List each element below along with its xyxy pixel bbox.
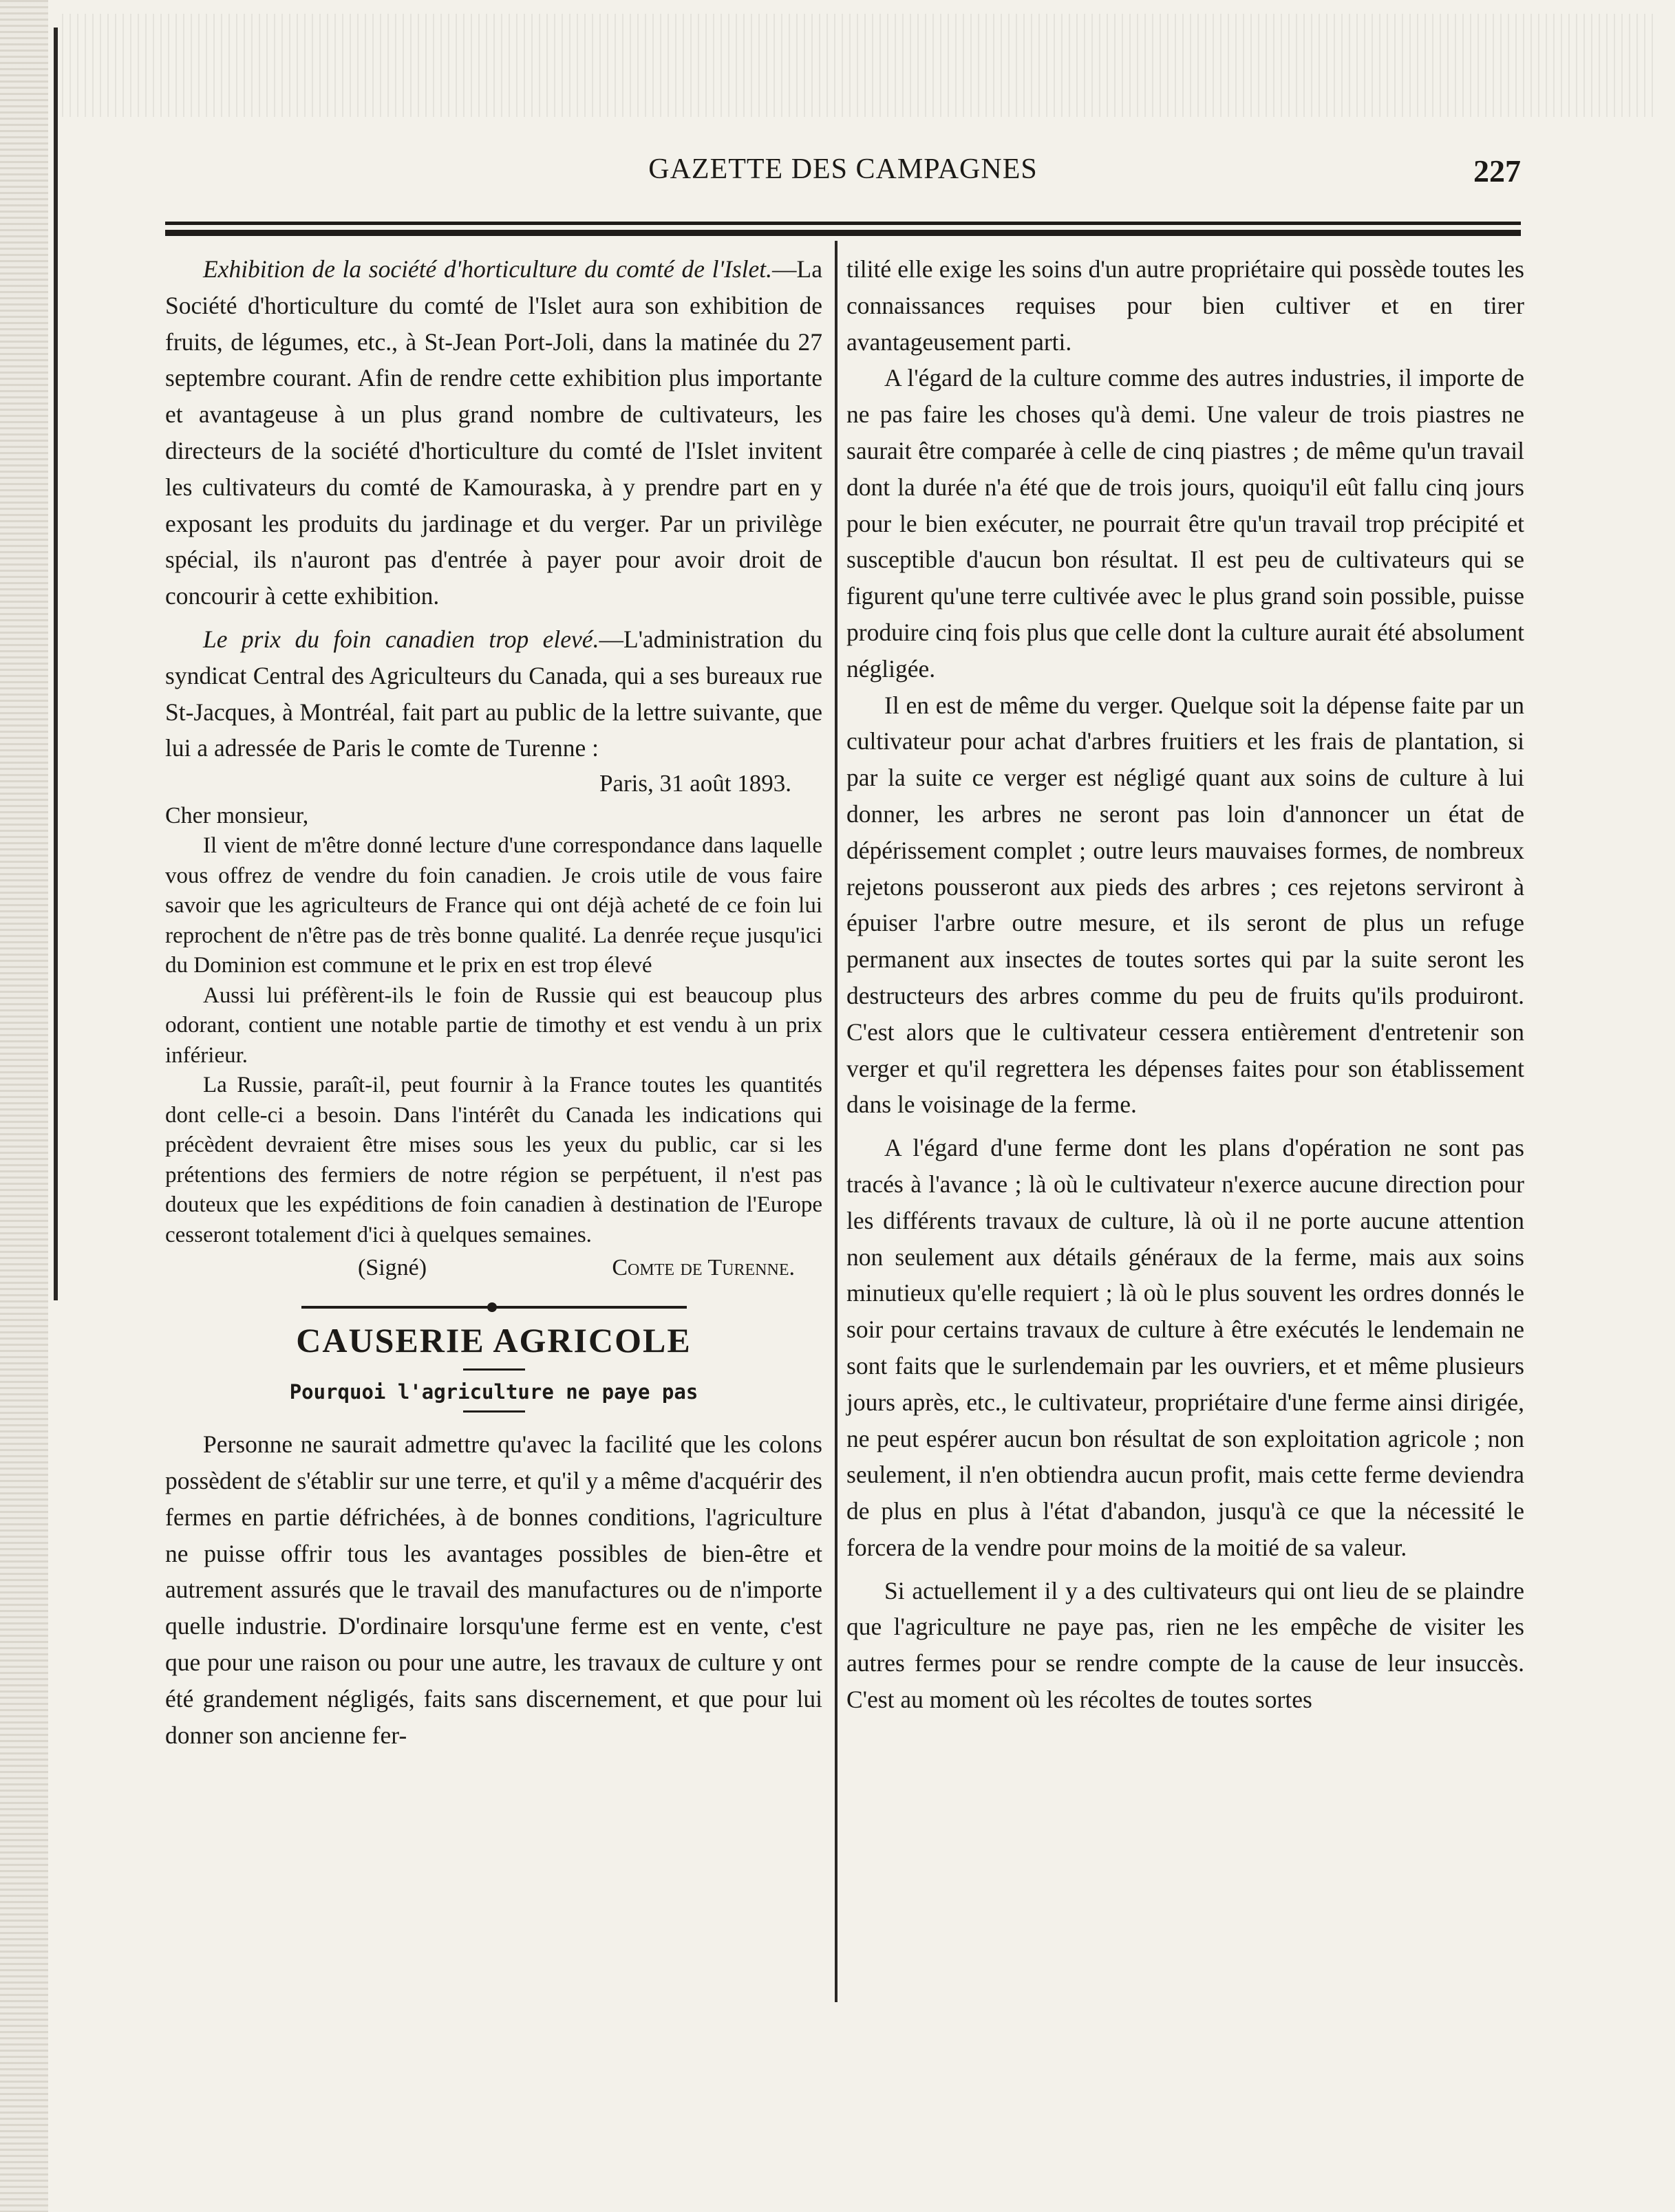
news-item-title: Le prix du foin canadien trop elevé.	[203, 625, 599, 653]
running-header	[165, 153, 1521, 201]
signed-label: (Signé)	[358, 1255, 427, 1281]
section-ornament	[301, 1302, 687, 1312]
binding-rule	[54, 28, 58, 1300]
letter-signature	[165, 1250, 822, 1286]
news-item-body: —La Société d'horticulture du comté de l'Islet aura son exhibition de fruits, de légumes, etc., à St-Jean Port-Joli, dans la matinée du 27 septembre courant. Afin de rendre cette exhibition plus importante et avantageuse à un plus grand nombre de cultivateurs, les directeurs de la société d'horticulture du comté de l'Islet invitent les cultivateurs du comté de Kamouraska, à y prendre part en y exposant les produits du jardinage et du verger. Par un privilège spécial, ils n'auront pas d'entrée à payer pour avoir droit de concourir à cette exhibition.	[165, 255, 822, 610]
letter-salutation: Cher monsieur,	[165, 803, 309, 829]
page-number: 227	[1473, 153, 1521, 189]
scan-noise	[62, 14, 1658, 117]
column-divider	[835, 241, 838, 2002]
running-title: GAZETTE DES CAMPAGNES	[648, 153, 1038, 185]
header-rule-thin	[165, 222, 1521, 225]
header-rule-thick	[165, 230, 1521, 236]
left-column	[165, 251, 822, 1753]
letter-paragraph: La Russie, paraît-il, peut fournir à la France toutes les quantités dont celle-ci a besoin. Dans l'intérêt du Canada les indications qui précèdent devraient être mises sous les yeux du public, car si les prétentions des fermiers de notre région se perpétuent, il n'est pas douteux que les expéditions de foin canadien à destination de l'Europe cesseront totalement d'ici à quelques semaines.	[165, 1073, 822, 1247]
signed-name: Comte de Turenne.	[612, 1255, 795, 1281]
article-paragraph: Il en est de même du verger. Quelque soit la dépense faite par un cultivateur pour achat d'arbres fruitiers et les frais de plantation, si par la suite ce verger est négligé quant aux soins de culture à lui donner, les arbres ne seront pas loin d'annoncer un état de dépérissement complet ; outre leurs mauvaises formes, de nombreux rejetons pousseront aux pieds des arbres ; ces rejetons serviront à épuiser l'arbre outre mesure, et ils seront de plus un refuge permanent aux insectes de toutes sortes qui par la suite seront les destructeurs des arbres comme du peu de fruits qu'ils produiront. C'est alors que le cultivateur cessera entièrement d'entretenir son verger et qu'il regrettera les dépenses faites pour son établissement dans le voisinage de la ferme.	[846, 691, 1524, 1119]
article-paragraph: tilité elle exige les soins d'un autre propriétaire qui possède toutes les connaissances requises pour bien cultiver et en tirer avantageusement parti.	[846, 255, 1524, 356]
right-column	[846, 251, 1524, 1718]
letter-paragraph: Aussi lui préfèrent-ils le foin de Russie qui est beaucoup plus odorant, contient une notable partie de timothy et est vendu à un prix inférieur.	[165, 982, 822, 1068]
news-item-hay-price	[165, 621, 822, 766]
section-subtitle: Pourquoi l'agriculture ne paye pas	[289, 1380, 698, 1404]
article-paragraph: Si actuellement il y a des cultivateurs qui ont lieu de se plaindre que l'agriculture ne paye pas, rien ne les empêche de visiter les autres fermes pour se rendre compte de la cause de leur insuccès. C'est au moment où les récoltes de toutes sortes	[846, 1576, 1524, 1714]
letter-date: Paris, 31 août 1893.	[599, 770, 791, 797]
news-item-title: Exhibition de la société d'horticulture du comté de l'Islet.	[203, 255, 773, 283]
letter-paragraph: Il vient de m'être donné lecture d'une correspondance dans laquelle vous offrez de vendre du foin canadien. Je crois utile de vous faire savoir que les agriculteurs de France qui ont déjà acheté de ce foin lui reprochent de n'être pas de très bonne qualité. La denrée reçue jusqu'ici du Dominion est commune et le prix en est trop élevé	[165, 833, 822, 978]
article-paragraph: A l'égard d'une ferme dont les plans d'opération ne sont pas tracés à l'avance ; là où le cultivateur n'exerce aucune direction pour les différents travaux de culture, là où il ne porte aucune attention non seulement aux détails généraux de la ferme, mais aux soins minutieux qu'elle requiert ; là où le plus souvent les ordres donnés le soir pour certains travaux de culture à être exécutés le lendemain ne sont faits que le surlendemain par les ouvriers, et et même plusieurs jours après, etc., le cultivateur, propriétaire d'une ferme ainsi dirigée, ne peut espérer aucun bon résultat de son exploitation agricole ; non seulement, il n'en obtiendra aucun profit, mais cette ferme deviendra de plus en plus à l'état d'abandon, jusqu'à ce que la nécessité le forcera de la vendre pour moins de la moitié de sa valeur.	[846, 1134, 1524, 1561]
section-rule	[463, 1368, 525, 1371]
scan-edge	[0, 0, 48, 2212]
article-paragraph: A l'égard de la culture comme des autres industries, il importe de ne pas faire les choses qu'à demi. Une valeur de trois piastres ne saurait être comparée à celle de cinq piastres ; de même qu'un travail dont la durée n'a été que de trois jours, quoiqu'il eût fallu cinq jours pour le bien exécuter, ne pourrait être qu'un travail trop précipité et susceptible d'aucun bon résultat. Il est peu de cultivateurs qui se figurent qu'une terre cultivée avec le plus grand soin possible, puisse produire cinq fois plus que celle dont la culture aurait été absolument négligée.	[846, 364, 1524, 683]
news-item-body: —L'administration du syndicat Central des Agriculteurs du Canada, qui a ses bureaux rue St-Jacques, à Montréal, fait part au public de la lettre suivante, que lui a adressée de Paris le comte de Turenne :	[165, 625, 822, 762]
section-title: CAUSERIE AGRICOLE	[296, 1321, 692, 1360]
news-item-exhibition	[165, 251, 822, 614]
article-paragraph: Personne ne saurait admettre qu'avec la facilité que les colons possèdent de s'établir sur une terre, et qu'il y a même d'acquérir des fermes en partie défrichées, à de bonnes conditions, l'agriculture ne puisse offrir tous les avantages possibles de bien-être et autrement assurés que le travail des manufactures ou de n'importe quelle industrie. D'ordinaire lorsqu'une ferme est en vente, c'est que pour une raison ou pour une autre, les travaux de culture y ont été grandement négligés, faits sans discernement, et que pour lui donner son ancienne fer-	[165, 1430, 822, 1749]
subtitle-rule	[463, 1410, 525, 1413]
